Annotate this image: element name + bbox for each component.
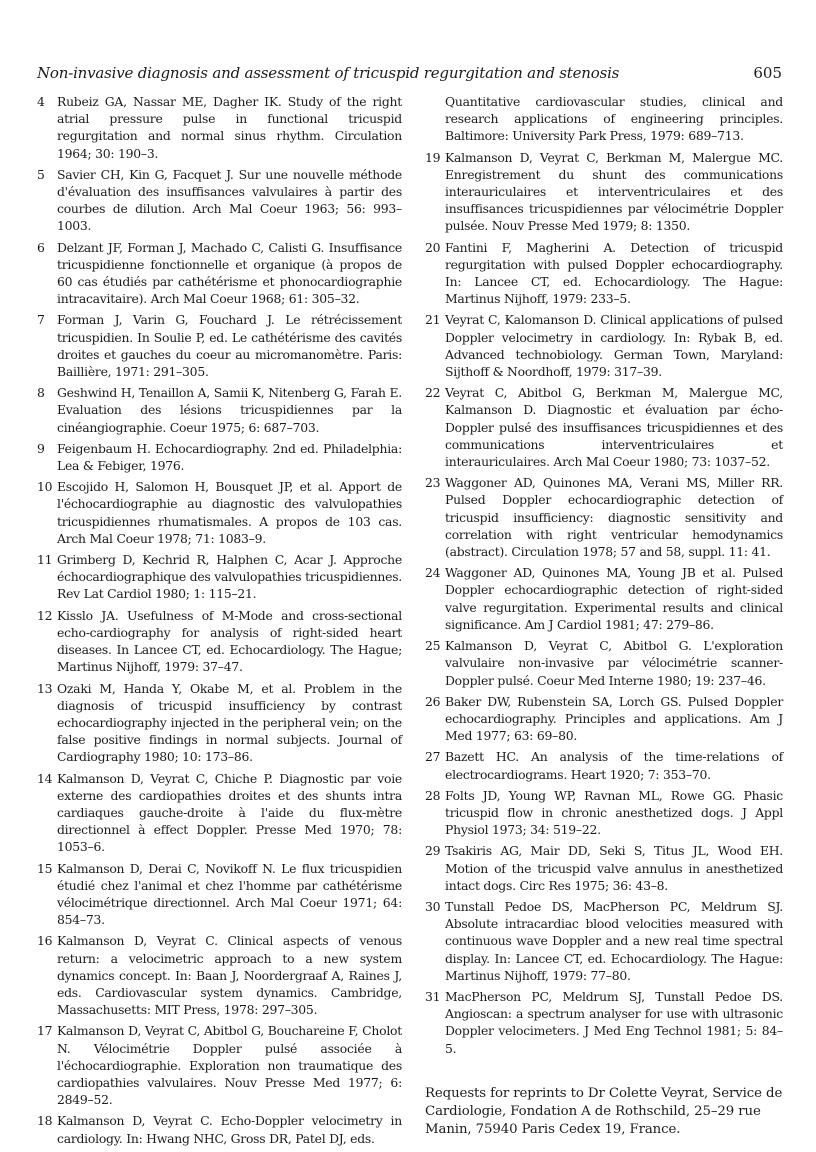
reference-number: 16 [37, 933, 53, 949]
reference-text: Tunstall Pedoe DS, MacPherson PC, Meldrum SJ. Absolute intracardiac blood velocities measured with continuous wave Doppler and a new real time spectral display. In: Lancee CT, ed. Echocardiology. The Hague: Martinus Nijhoff, 1979: 77–80. [445, 898, 783, 983]
reference-text: Kalmanson D, Veyrat C. Echo-Doppler velocimetry in cardiology. In: Hwang NHC, Gross DR, Patel DJ, eds. [57, 1113, 402, 1146]
reference-item [425, 384, 783, 470]
reference-item [425, 693, 783, 745]
reference-number: 30 [425, 898, 441, 914]
reference-item [37, 166, 402, 235]
reference-text: Savier CH, Kin G, Facquet J. Sur une nouvelle méthode d'évaluation des insuffisances valvulaires à partir des courbes de dilution. Arch Mal Coeur 1963; 56: 993–1003. [57, 166, 402, 234]
reference-item [37, 932, 402, 1018]
reference-item [37, 607, 402, 676]
reference-number: 6 [37, 239, 45, 255]
reference-number: 28 [425, 787, 441, 803]
reference-item [37, 478, 402, 547]
reference-text: Waggoner AD, Quinones MA, Young JB et al. Pulsed Doppler echocardiographic detection of right-sided valve regurgitation. Experimental results and clinical significance. Am J Cardiol 1981; 47: 279–86. [445, 565, 783, 632]
page-number: 605 [753, 64, 782, 82]
reference-item [37, 770, 402, 856]
reference-item [37, 311, 402, 380]
reference-number: 10 [37, 479, 53, 495]
reference-item [37, 440, 402, 474]
reference-item [37, 680, 402, 766]
reference-item [425, 988, 783, 1057]
reference-item [37, 239, 402, 308]
reference-item [425, 239, 783, 308]
reference-number: 31 [425, 988, 441, 1004]
reference-text: Feigenbaum H. Echocardiography. 2nd ed. Philadelphia: Lea & Febiger, 1976. [57, 440, 402, 474]
reference-item [37, 1022, 402, 1108]
references-left-column [37, 93, 402, 1151]
reference-number: 15 [37, 860, 53, 876]
reference-item [37, 551, 402, 603]
reference-number: 13 [37, 680, 53, 696]
reference-number: 26 [425, 693, 441, 709]
reference-text: Baker DW, Rubenstein SA, Lorch GS. Pulsed Doppler echocardiography. Principles and applications. Am J Med 1977; 63: 69–80. [445, 693, 783, 744]
reference-text: Geshwind H, Tenaillon A, Samii K, Nitenberg G, Farah E. Evaluation des lésions tricuspidiennes par la cinéangiographie. Coeur 1975; 6: 687–703. [57, 385, 402, 435]
reference-text: Forman J, Varin G, Fouchard J. Le rétrécissement tricuspidien. In Soulie P, ed. Le cathétérisme des cavités droites et gauches du coeur au micromanomètre. Paris: Baillière, 1971: 291–305. [57, 312, 402, 380]
reference-number: 22 [425, 385, 441, 401]
reference-text: Rubeiz GA, Nassar ME, Dagher IK. Study of the right atrial pressure pulse in functional tricuspid regurgitation and normal sinus rhythm. Circulation 1964; 30: 190–3. [57, 94, 402, 161]
reference-item [425, 637, 783, 689]
reference-text: Waggoner AD, Quinones MA, Verani MS, Miller RR. Pulsed Doppler echocardiographic detection of tricuspid insufficiency: diagnostic sensitivity and correlation with right ventricular hemodynamics (abstract). Circulation 1978; 57 and 58, suppl. 11: 41. [445, 475, 783, 560]
reference-item [37, 93, 402, 162]
reference-item [425, 842, 783, 894]
reference-text: Kalmanson D, Veyrat C. Clinical aspects of venous return: a velocimetric approach to a new system dynamics concept. In: Baan J, Noordergraaf A, Raines J, eds. Cardiovascular system dynamics. Cambridge, Massachusetts: MIT Press, 1978: 297–305. [57, 933, 402, 1018]
reference-item [425, 787, 783, 839]
reference-number: 11 [37, 552, 53, 568]
reprint-request: Requests for reprints to Dr Colette Veyrat, Service de Cardiologie, Fondation A de Rothschild, 25–29 rue Manin, 75940 Paris Cedex 19, France. [425, 1085, 783, 1137]
reference-number: 7 [37, 312, 45, 328]
reference-number: 27 [425, 749, 441, 765]
reference-number: 18 [37, 1113, 53, 1129]
reference-text: Kalmanson D, Derai C, Novikoff N. Le flux tricuspidien étudié chez l'animal et chez l'homme par cathétérisme vélocimétrique directionnel. Arch Mal Coeur 1971; 64: 854–73. [57, 860, 402, 928]
reference-number: 25 [425, 638, 441, 654]
reference-number: 19 [425, 149, 441, 165]
reference-number: 4 [37, 94, 45, 109]
reference-number: 12 [37, 607, 53, 623]
reference-text: Ozaki M, Handa Y, Okabe M, et al. Problem in the diagnosis of tricuspid insufficiency by contrast echocardiography injected in the peripheral vein; on the false positive findings in normal subjects. Journal of Cardiography 1980; 10: 173–86. [57, 680, 402, 765]
reference-item [425, 898, 783, 984]
reference-text: Kisslo JA. Usefulness of M-Mode and cross-sectional echo-cardiography for analysis of right-sided heart diseases. In Lancee CT, ed. Echocardiology. The Hague; Martinus Nijhoff, 1979: 37–47. [57, 607, 402, 675]
reference-text: Kalmanson D, Veyrat C, Abitbol G, Bouchareine F, Cholot N. Vélocimétrie Doppler pulsé associée à l'échocardiographie. Exploration non traumatique des cardiopathies valvulaires. Nouv Presse Med 1977; 6: 2849–52. [57, 1023, 402, 1108]
reference-item [425, 474, 783, 560]
reference-number: 24 [425, 565, 441, 581]
reference-text: Veyrat C, Abitbol G, Berkman M, Malergue MC, Kalmanson D. Diagnostic et évaluation par écho-Doppler pulsé des insuffisances tricuspidiennes et des communications interventriculaires et interauriculaires. Arch Mal Coeur 1980; 73: 1037–52. [445, 385, 783, 470]
reference-number: 21 [425, 312, 441, 328]
right-reference-list [425, 149, 783, 1057]
reference-number: 23 [425, 475, 441, 491]
reference-number: 17 [37, 1023, 53, 1039]
reference-number: 9 [37, 440, 45, 456]
running-title: Non-invasive diagnosis and assessment of tricuspid regurgitation and stenosis [37, 64, 620, 82]
running-header [37, 64, 782, 86]
reference-number: 29 [425, 843, 441, 859]
references-right-column [425, 93, 783, 1152]
reference-text: MacPherson PC, Meldrum SJ, Tunstall Pedoe DS. Angioscan: a spectrum analyser for use with ultrasonic Doppler velocimeters. J Med Eng Technol 1981; 5: 84–5. [445, 988, 783, 1056]
reference-item [425, 748, 783, 782]
reference-text: Grimberg D, Kechrid R, Halphen C, Acar J. Approche échocardiographique des valvulopathies tricuspidiennes. Rev Lat Cardiol 1980; 1: 115–21. [57, 552, 402, 602]
reference-item [425, 311, 783, 380]
reference-item [37, 1112, 402, 1146]
reference-item [37, 860, 402, 929]
reference-item [425, 564, 783, 633]
reference-text: Veyrat C, Kalomanson D. Clinical applications of pulsed Doppler velocimetry in cardiology. In: Rybak B, ed. Advanced technobiology. German Town, Maryland: Sijthoff & Noordhoff, 1979: 317–39. [445, 312, 783, 380]
reference-number: 8 [37, 385, 45, 401]
reference-text: Kalmanson D, Veyrat C, Chiche P. Diagnostic par voie externe des cardiopathies droites et des shunts intra cardiaques gauche-droite à l'aide du flux-mètre directionnel à effect Doppler. Presse Med 1970; 78: 1053–6. [57, 770, 402, 855]
reference-number: 14 [37, 770, 53, 786]
reference-text: Fantini F, Magherini A. Detection of tricuspid regurgitation with pulsed Doppler echocardiography. In: Lancee CT, ed. Echocardiology. The Hague: Martinus Nijhoff, 1979: 233–5. [445, 239, 783, 307]
reference-text: Escojido H, Salomon H, Bousquet JP, et al. Apport de l'échocardiographie au diagnostic des valvulopathies tricuspidiennes rhumatismales. A propos de 103 cas. Arch Mal Coeur 1978; 71: 1083–9. [57, 479, 402, 546]
reference-text: Bazett HC. An analysis of the time-relations of electrocardiograms. Heart 1920; 7: 353–70. [445, 749, 783, 782]
reference-text: Kalmanson D, Veyrat C, Abitbol G. L'exploration valvulaire non-invasive par vélocimétrie scanner-Doppler pulsé. Coeur Med Interne 1980; 19: 237–46. [445, 638, 783, 688]
reference-text: Kalmanson D, Veyrat C, Berkman M, Malergue MC. Enregistrement du shunt des communications interauriculaires et interventriculaires et des insuffisances tricuspidiennes par vélocimétrie Doppler pulsée. Nouv Presse Med 1979; 8: 1350. [445, 149, 783, 234]
reference-text: Folts JD, Young WP, Ravnan ML, Rowe GG. Phasic tricuspid flow in chronic anesthetized dogs. J Appl Physiol 1973; 34: 519–22. [445, 787, 783, 838]
reference-text: Tsakiris AG, Mair DD, Seki S, Titus JL, Wood EH. Motion of the tricuspid valve annulus in anesthetized intact dogs. Circ Res 1975; 36: 43–8. [445, 843, 783, 893]
reference-item [425, 149, 783, 235]
reference-number: 20 [425, 239, 441, 255]
reference-number: 5 [37, 166, 45, 182]
reference-item [37, 384, 402, 436]
reference-text: Delzant JF, Forman J, Machado C, Calisti G. Insuffisance tricuspidienne fonctionnelle et organique (à propos de 60 cas étudiés par cathétérisme et phonocardiographie intracavitaire). Arch Mal Coeur 1968; 61: 305–32. [57, 239, 402, 307]
reference-18-continuation: Quantitative cardiovascular studies, clinical and research applications of engineering principles. Baltimore: University Park Press, 1979: 689–713. [445, 94, 783, 144]
